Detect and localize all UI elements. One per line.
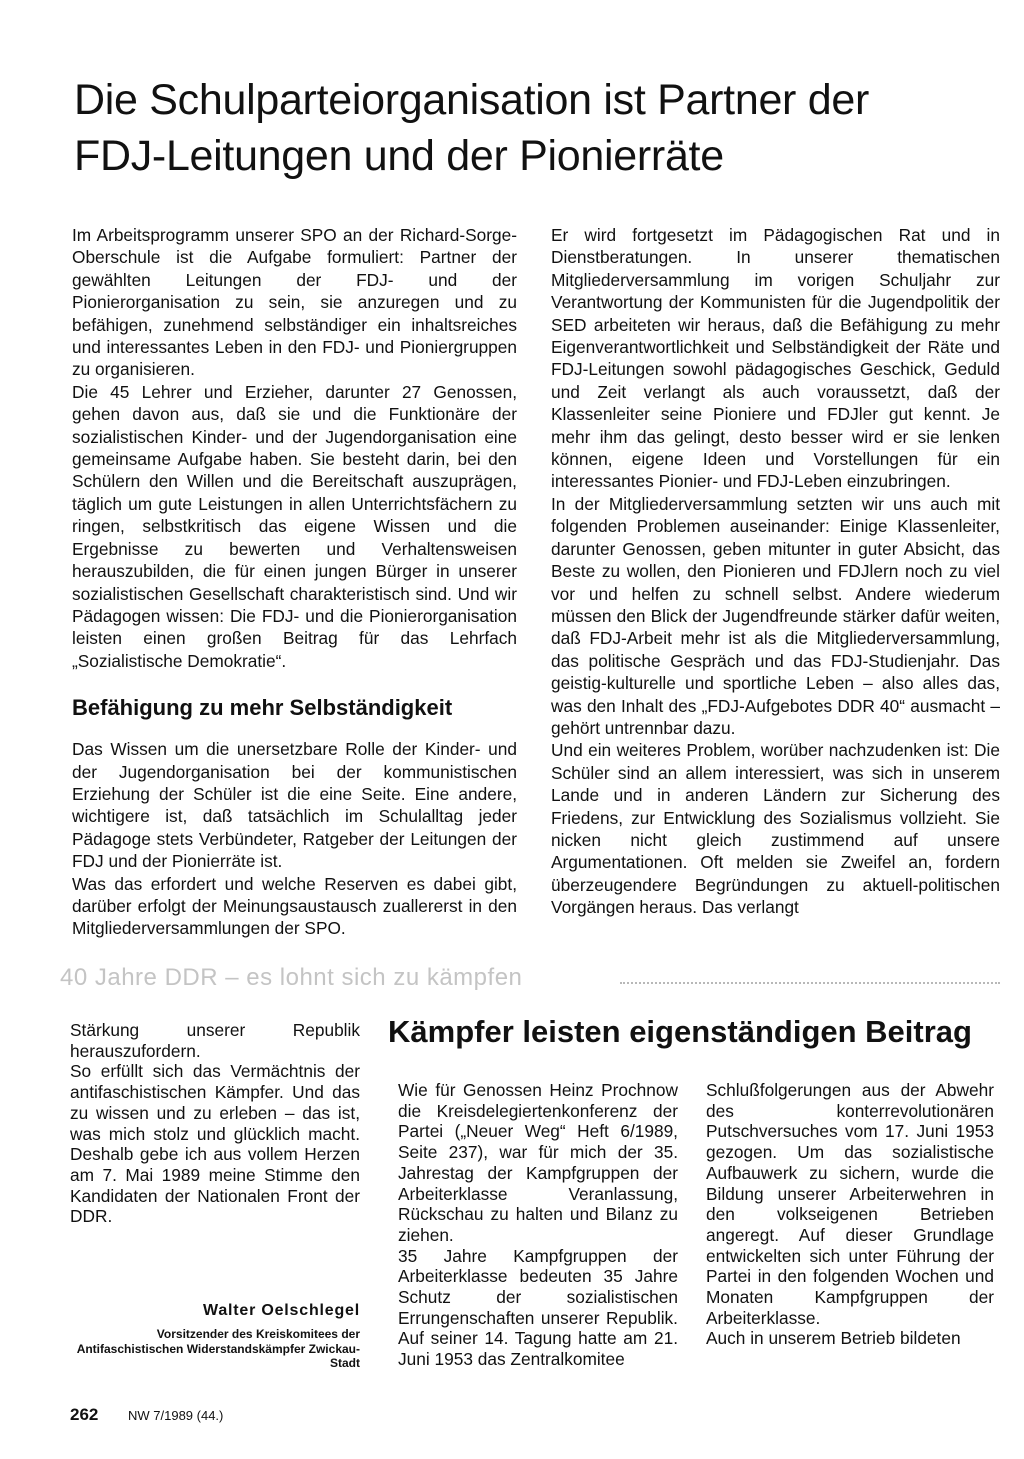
paragraph: Er wird fortgesetzt im Pädagogischen Rat und in Dienstberatungen. In unserer thematischen Mitgliederversammlung im vorigen Schuljahr zur Verantwortung der Kommunisten für die Jugendpolitik der SED arbeiteten wir heraus, daß die Befähigung zu mehr Eigenverantwortlichkeit und Selbständigkeit der Räte und FDJ-Leitungen sowohl pädagogisches Geschick, Geduld und Zeit verlangt als auch voraussetzt, daß der Klassenleiter seine Pioniere und FDJler gut kennt. Je mehr ihm das gelingt, desto besser wird er sie lenken können, eigene Ideen und Vorstellungen für ein interessantes Pionier- und FDJ-Leben einzubringen. <box>551 225 1000 492</box>
letter-column <box>70 1020 360 1227</box>
paragraph: Schlußfolgerungen aus der Abwehr des konterrevolutionären Putschversuches vom 17. Juni 1953 gezogen. Um das sozialistische Aufbauwerk zu sichern, wurde die Bildung unserer Arbeiterwehren in den volkseigenen Betrieben angeregt. Auf dieser Grundlage entwickelten sich unter Führung der Partei in den folgenden Wochen und Monaten Kampfgruppen der Arbeiterklasse. <box>706 1080 994 1328</box>
paragraph: Das Wissen um die unersetzbare Rolle der Kinder- und der Jugendorganisation bei der kommunistischen Erziehung der Schüler ist die eine Seite. Eine andere, wichtigere ist, daß tatsächlich im Schulalltag jeder Pädagoge stets Verbündeter, Ratgeber der Leitungen der FDJ und der Pionierräte ist. <box>72 739 517 872</box>
author-role: Vorsitzender des Kreiskomitees der Antifaschistischen Widerstandskämpfer Zwickau-Stadt <box>76 1327 360 1370</box>
paragraph: Stärkung unserer Republik herauszufordern. <box>70 1020 360 1061</box>
series-banner: 40 Jahre DDR – es lohnt sich zu kämpfen <box>60 964 523 991</box>
article2-column-2 <box>706 1080 994 1349</box>
article-column-1 <box>72 224 517 940</box>
paragraph: 35 Jahre Kampfgruppen der Arbeiterklasse bedeuten 35 Jahre Schutz der sozialistischen Errungenschaften unserer Republik. Auf seiner 14. Tagung hatte am 21. Juni 1953 das Zentralkomitee <box>398 1245 678 1370</box>
article-title: Die Schulparteiorganisation ist Partner der FDJ-Leitungen und der Pionierräte <box>74 76 869 180</box>
paragraph: Wie für Genossen Heinz Prochnow die Kreisdelegiertenkonferenz der Partei („Neuer Weg“ Heft 6/1989, Seite 237), war für mich der 35. Jahrestag der Kampfgruppen der Arbeiterklasse Veranlassung, Rückschau zu halten und Bilanz zu ziehen. <box>398 1080 678 1245</box>
banner-divider <box>620 982 1000 984</box>
article-column-2 <box>551 224 1000 919</box>
paragraph: Was das erfordert und welche Reserven es dabei gibt, darüber erfolgt der Meinungsaustausch zuallererst in den Mitgliederversammlungen der SPO. <box>72 873 517 939</box>
paragraph: Im Arbeitsprogramm unserer SPO an der Richard-Sorge-Oberschule ist die Aufgabe formuliert: Partner der gewählten Leitungen der FDJ- und der Pionierorganisation zu sein, sie anzuregen und zu befähigen, zunehmend selbständiger ein inhaltsreiches und interessantes Leben in den FDJ- und Pioniergruppen zu organisieren. <box>72 225 517 380</box>
section-subheading: Befähigung zu mehr Selbständigkeit <box>72 695 453 721</box>
article2-title: Kämpfer leisten eigenständigen Beitrag <box>388 1014 972 1049</box>
paragraph: Die 45 Lehrer und Erzieher, darunter 27 Genossen, gehen davon aus, daß sie und die Funktionäre der sozialistischen Kinder- und der Jugendorganisation eine gemeinsame Aufgabe haben. Sie besteht darin, bei den Schülern den Willen und die Bereitschaft auszuprägen, täglich um gute Leistungen in allen Unterrichtsfächern zu ringen, selbstkritisch das eigene Wissen und die Ergebnisse zu bewerten und Verhaltensweisen herauszubilden, die für einen jungen Bürger in unserer sozialistischen Gesellschaft charakteristisch sind. Und wir Pädagogen wissen: Die FDJ- und die Pionierorganisation leisten einen großen Beitrag für das Lehrfach „Sozialistische Demokratie“. <box>72 381 517 671</box>
paragraph: So erfüllt sich das Vermächtnis der antifaschistischen Kämpfer. Und das zu wissen und zu erleben – das ist, was mich stolz und glücklich macht. Deshalb gebe ich aus vollem Herzen am 7. Mai 1989 meine Stimme den Kandidaten der Nationalen Front der DDR. <box>70 1061 360 1227</box>
article2-column-1 <box>398 1080 678 1370</box>
paragraph: In der Mitgliederversammlung setzten wir uns auch mit folgenden Problemen auseinander: Einige Klassenleiter, darunter Genossen, geben mitunter in guter Absicht, das Beste zu wollen, den Pionieren und FDJlern noch zu viel vor und helfen zu schnell selbst. Andere wiederum müssen den Blick der Jugendfreunde stärker dafür weiten, daß FDJ-Arbeit mehr ist als die Mitgliederversammlung, das politische Gespräch und das FDJ-Studienjahr. Das geistig-kulturelle und sportliche Leben – also alles das, was den Inhalt des „FDJ-Aufgebotes DDR 40“ ausmacht – gehört untrennbar dazu. <box>551 493 1000 738</box>
paragraph: Und ein weiteres Problem, worüber nachzudenken ist: Die Schüler sind an allem interessiert, was sich in unserem Lande und in anderen Ländern zur Sicherung des Friedens, zur Entwicklung des Sozialismus vollzieht. Sie nicken nicht gleich zustimmend auf unsere Argumentationen. Oft melden sie Zweifel an, fordern überzeugendere Begründungen zu aktuell-politischen Vorgängen heraus. Das verlangt <box>551 740 1000 918</box>
paragraph: Auch in unserem Betrieb bildeten <box>706 1328 961 1349</box>
issue-label: NW 7/1989 (44.) <box>128 1408 224 1423</box>
page-number: 262 <box>70 1405 99 1424</box>
author-name: Walter Oelschlegel <box>203 1302 360 1319</box>
